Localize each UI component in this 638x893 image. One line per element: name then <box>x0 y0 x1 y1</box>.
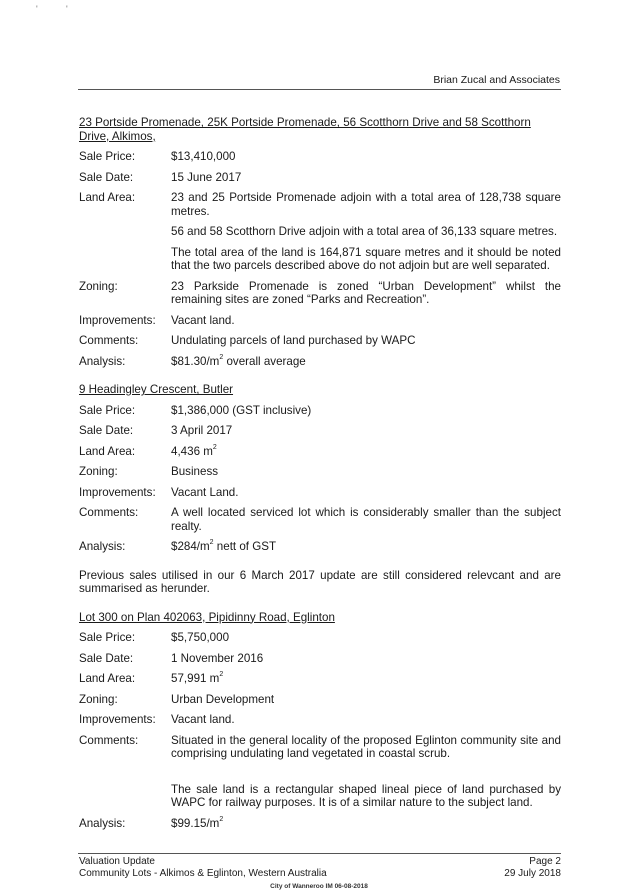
field-row <box>79 280 561 307</box>
field-label: Zoning: <box>79 692 118 706</box>
superscript: 2 <box>219 815 224 823</box>
field-label <box>79 225 171 239</box>
field-value: Business <box>171 465 219 478</box>
summary-paragraph: Previous sales utilised in our 6 March 2017 update are still considered relevcant and are summarised as herunder. <box>79 568 561 595</box>
field-label: Analysis: <box>79 540 126 553</box>
field-value: 3 April 2017 <box>171 424 233 437</box>
superscript: 2 <box>212 443 217 451</box>
field-value <box>171 817 561 831</box>
field-label: Analysis: <box>79 354 126 368</box>
field-value: Vacant Land. <box>171 485 239 499</box>
field-label: Analysis: <box>79 816 126 830</box>
field-row <box>79 314 561 328</box>
field-row <box>79 465 561 479</box>
field-row <box>79 171 561 185</box>
field-label: Comments: <box>79 733 139 747</box>
field-row <box>79 713 561 727</box>
field-label: Sale Date: <box>79 651 134 665</box>
field-value: Urban Development <box>171 692 275 706</box>
field-label: Improvements: <box>79 313 156 327</box>
sale-heading: 23 Portside Promenade, 25K Portside Promenade, 56 Scotthorn Drive and 58 Scotthorn Drive, Alkimos, <box>79 116 531 143</box>
field-label: Sale Price: <box>79 150 136 163</box>
value-text: nett of GST <box>213 540 277 553</box>
field-value: 1 November 2016 <box>171 651 264 665</box>
field-row <box>79 246 561 273</box>
value-text: 57,991 m <box>171 672 220 685</box>
field-row <box>79 734 561 761</box>
value-text: overall average <box>223 354 306 368</box>
field-row <box>79 225 561 239</box>
field-value: Situated in the general locality of the proposed Eglinton community site and comprising undulating land vegetated in coastal scrub. <box>171 733 561 760</box>
field-row <box>79 817 561 831</box>
document-body <box>79 116 561 830</box>
sale-heading: Lot 300 on Plan 402063, Pipidinny Road, Eglinton <box>79 610 335 624</box>
field-value <box>171 445 561 459</box>
field-label: Sale Date: <box>79 424 134 437</box>
field-value: $1,386,000 (GST inclusive) <box>171 403 312 417</box>
field-row <box>79 672 561 686</box>
value-text: $99.15/m <box>171 816 220 830</box>
field-row <box>79 486 561 500</box>
field-value: The total area of the land is 164,871 square metres and it should be noted that the two parcels described above do not adjoin but are well separated. <box>171 245 561 272</box>
value-text: $81.30/m <box>171 354 220 368</box>
field-label <box>79 246 171 273</box>
field-label: Sale Date: <box>79 170 134 184</box>
field-row <box>79 445 561 459</box>
field-row <box>79 506 561 533</box>
field-row <box>79 404 561 418</box>
field-row <box>79 334 561 348</box>
field-label: Sale Price: <box>79 403 136 417</box>
field-value <box>171 355 561 369</box>
field-value: The sale land is a rectangular shaped lineal piece of land purchased by WAPC for railway purposes. It is of a similar nature to the subject land. <box>171 782 561 809</box>
field-value: $5,750,000 <box>171 631 230 644</box>
field-value: Vacant land. <box>171 313 235 327</box>
value-text: $284/m <box>171 540 210 553</box>
footer-left <box>79 856 327 879</box>
field-label: Land Area: <box>79 191 136 204</box>
field-label <box>79 783 171 810</box>
field-label: Comments: <box>79 506 139 519</box>
corner-mark-right: ' <box>66 4 68 14</box>
footer-rule <box>78 853 561 854</box>
field-label: Land Area: <box>79 672 136 685</box>
report-date: 29 July 2018 <box>504 867 561 879</box>
page-number: Page 2 <box>529 856 561 867</box>
field-label: Sale Price: <box>79 631 136 644</box>
field-row <box>79 652 561 666</box>
document-stamp: City of Wanneroo IM 06-08-2018 <box>270 883 368 890</box>
field-label: Zoning: <box>79 279 118 293</box>
field-row <box>79 631 561 645</box>
field-row <box>79 783 561 810</box>
footer-report-subtitle: Community Lots - Alkimos & Eglinton, Western Australia <box>79 867 327 879</box>
field-value: $13,410,000 <box>171 150 236 163</box>
superscript: 2 <box>219 671 224 678</box>
field-value: 56 and 58 Scotthorn Drive adjoin with a total area of 36,133 square metres. <box>171 225 558 238</box>
field-value: Vacant land. <box>171 713 235 726</box>
field-label: Improvements: <box>79 485 156 499</box>
company-name: Brian Zucal and Associates <box>433 74 560 86</box>
field-row <box>79 355 561 369</box>
value-text: 4,436 m <box>171 444 213 458</box>
corner-mark-left: ' <box>36 4 38 14</box>
field-label: Land Area: <box>79 444 136 458</box>
superscript: 2 <box>219 353 224 361</box>
field-row <box>79 693 561 707</box>
field-value: Undulating parcels of land purchased by WAPC <box>171 334 416 347</box>
sale-heading: 9 Headingley Crescent, Butler <box>79 383 234 396</box>
field-value: 15 June 2017 <box>171 170 242 184</box>
field-row <box>79 540 561 554</box>
footer-right <box>504 856 561 879</box>
field-row <box>79 191 561 218</box>
field-value: A well located serviced lot which is considerably smaller than the subject realty. <box>171 506 561 533</box>
field-label: Comments: <box>79 334 139 347</box>
header-rule <box>78 89 561 90</box>
field-value: 23 and 25 Portside Promenade adjoin with a total area of 128,738 square metres. <box>171 191 561 218</box>
footer-report-title: Valuation Update <box>79 856 155 867</box>
field-label: Improvements: <box>79 713 156 726</box>
field-value <box>171 540 561 554</box>
field-row <box>79 424 561 438</box>
field-row <box>79 150 561 164</box>
field-value: 23 Parkside Promenade is zoned “Urban Development” whilst the remaining sites are zoned “Parks and Recreation”. <box>171 279 561 306</box>
superscript: 2 <box>209 539 214 546</box>
field-label: Zoning: <box>79 465 118 478</box>
field-value <box>171 672 561 686</box>
